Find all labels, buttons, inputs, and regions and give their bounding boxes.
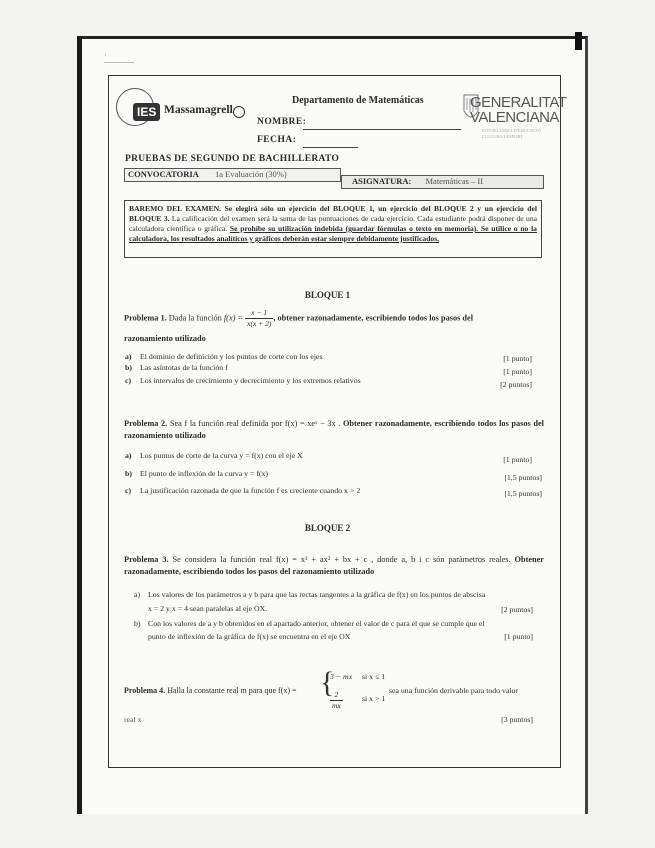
p3-a-text: Los valores de los parámetros a y b para que las rectas tangentes a la gráfica de f(x) en los puntos de abscisa xyxy=(148,590,486,599)
p4-case2-num: 2 xyxy=(330,690,343,701)
problema1-label: Problema 1. xyxy=(124,313,167,323)
problema1-fraction xyxy=(245,308,273,329)
p4-case2-den: mx xyxy=(332,701,341,710)
nombre-field[interactable] xyxy=(303,129,461,130)
convocatoria-value: 1a Evaluación (30%) xyxy=(214,169,287,179)
baremo-heading: BAREMO DEL EXAMEN. Se elegirá sólo un ejercicio del BLOQUE 1, un ejercicio del BLOQUE 2 y un ejercicio del BLOQUE 3. xyxy=(129,204,537,223)
school-ring-icon xyxy=(233,106,245,118)
problema3-bold: Obtener razonadamente, escribiendo todos los pasos del razonamiento utilizado xyxy=(124,555,544,576)
p4-tail: sea una función derivable para todo valor xyxy=(389,686,519,695)
p4-cond1: si x ≤ 1 xyxy=(362,672,386,681)
p4-cond2: si x > 1 xyxy=(362,694,386,703)
p2-a-letter: a) xyxy=(125,451,132,460)
school-name: Massamagrell xyxy=(164,104,233,116)
nombre-label: NOMBRE: xyxy=(257,117,307,127)
bloque1-title: BLOQUE 1 xyxy=(304,290,351,300)
p2-b-points: [1,5 puntos] xyxy=(504,473,542,482)
convocatoria-label: CONVOCATORIA xyxy=(128,169,199,179)
problema3 xyxy=(124,554,544,578)
p3-b-points: [1 punto] xyxy=(504,632,533,641)
piecewise-brace: { xyxy=(320,666,335,699)
p4-case2 xyxy=(330,690,343,711)
gva-sub1: CONSELLERIA D'EDUCACIÓ xyxy=(482,128,541,133)
p1-a-letter: a) xyxy=(125,352,132,361)
convocatoria-box xyxy=(124,168,341,182)
baremo-box xyxy=(124,200,542,258)
p4-points: [3 puntos] xyxy=(501,715,533,724)
pen-line xyxy=(104,62,134,63)
ies-badge: IES xyxy=(133,103,160,121)
problema2-label: Problema 2. xyxy=(124,419,168,428)
p2-c-points: [1,5 puntos] xyxy=(504,489,542,498)
p1-b-letter: b) xyxy=(125,363,132,372)
bloque2-title: BLOQUE 2 xyxy=(304,523,351,533)
p3-b-letter: b) xyxy=(134,619,141,628)
baremo-text: La calificación del examen será la suma de las puntuaciones de cada ejercicio. Cada estudiante podrá disponer de una calculadora científica o gráfica. xyxy=(129,214,537,233)
p3-a-points: [2 puntos] xyxy=(501,605,533,614)
gva-line1: GENERALITAT xyxy=(470,94,567,111)
p1-c-text: Los intervalos de crecimiento y decrecimiento y los extremos relativos xyxy=(140,376,361,385)
problema1-tail2: razonamiento utilizado xyxy=(124,334,206,343)
problema4-label: Problema 4. xyxy=(124,686,166,695)
problema2-bold: Obtener razonadamente, escribiendo todos los pasos del razonamiento utilizado xyxy=(124,419,544,440)
problema2 xyxy=(124,418,544,442)
gva-subtitle xyxy=(482,128,541,140)
fecha-field[interactable] xyxy=(303,147,358,148)
p4-case2-frac xyxy=(330,690,343,711)
p4-tail2: real x xyxy=(124,715,142,724)
p2-b-letter: b) xyxy=(125,469,132,478)
problema1-fx: f(x) = xyxy=(223,313,244,323)
p3-a-letter: a) xyxy=(134,590,141,599)
baremo-warning: Se prohíbe su utilización indebida (guardar fórmulas o texto en memoria). Se utilice o no la calculadora, los resultados analíticos y gráficos deberán estar siempre debidamente justificados. xyxy=(129,224,537,243)
problema1-intro: Dada la función xyxy=(168,313,222,323)
p1-c-points: [2 puntos] xyxy=(500,380,532,389)
pen-mark: · xyxy=(104,50,107,60)
problema2-intro: Sea f la función real definida por f(x) = xeˣ − 3x . xyxy=(169,419,343,428)
problema4-intro: Halla la constante real m para que f(x) = xyxy=(167,686,297,695)
binder-clip xyxy=(575,32,582,50)
p2-a-points: [1 punto] xyxy=(503,455,532,464)
p2-a-text: Los puntos de corte de la curva y = f(x) con el eje X xyxy=(140,451,303,460)
p3-a-text2: x = 2 y x = 4 sean paralelas al eje OX. xyxy=(148,604,268,613)
asignatura-label: ASIGNATURA: xyxy=(352,176,412,186)
gva-line2: VALENCIANA xyxy=(470,109,559,126)
p1-c-letter: c) xyxy=(125,376,132,385)
problema1-tail: , obtener razonadamente, escribiendo todos los pasos del xyxy=(273,313,474,323)
p1-a-text: El dominio de definición y los puntos de corte con los ejes xyxy=(140,352,323,361)
p3-b-text2: punto de inflexión de la gráfica de f(x) se encuentra en el eje OX xyxy=(148,632,351,641)
gva-logo xyxy=(470,95,566,125)
fecha-label: FECHA: xyxy=(257,135,297,145)
p1-b-text: Las asíntotas de la función f xyxy=(140,363,228,372)
p2-b-text: El punto de inflexión de la curva y = f(x) xyxy=(140,469,269,478)
problema3-label: Problema 3. xyxy=(124,555,169,564)
p1-b-points: [1 punto] xyxy=(503,367,532,376)
p1-a-points: [1 punto] xyxy=(503,354,532,363)
problema1-num: x − 1 xyxy=(245,308,273,319)
gva-sub2: CULTURA I ESPORT xyxy=(482,134,523,139)
p4-case1: 3 − mx xyxy=(330,672,353,681)
problema3-intro: Se considera la función real f(x) = x³ + ax² + bx + c , donde a, b i c són paràmetros reales. xyxy=(172,555,515,564)
asignatura-value: Matemáticas – II xyxy=(425,176,484,186)
problema4 xyxy=(124,686,297,695)
p3-b-text: Con los valores de a y b obtenidos en el apartado anterior, obtener el valor de c para el que se cumple que el xyxy=(148,619,485,628)
p2-c-letter: c) xyxy=(125,486,132,495)
p2-c-text: La justificación razonada de que la función f es creciente cuando x > 2 xyxy=(140,486,361,495)
department-title: Departamento de Matemáticas xyxy=(292,95,424,106)
problema1 xyxy=(124,308,544,329)
pruebas-title: PRUEBAS DE SEGUNDO DE BACHILLERATO xyxy=(125,154,340,164)
asignatura-box xyxy=(341,175,544,189)
problema1-den: x(x + 2) xyxy=(247,319,272,328)
